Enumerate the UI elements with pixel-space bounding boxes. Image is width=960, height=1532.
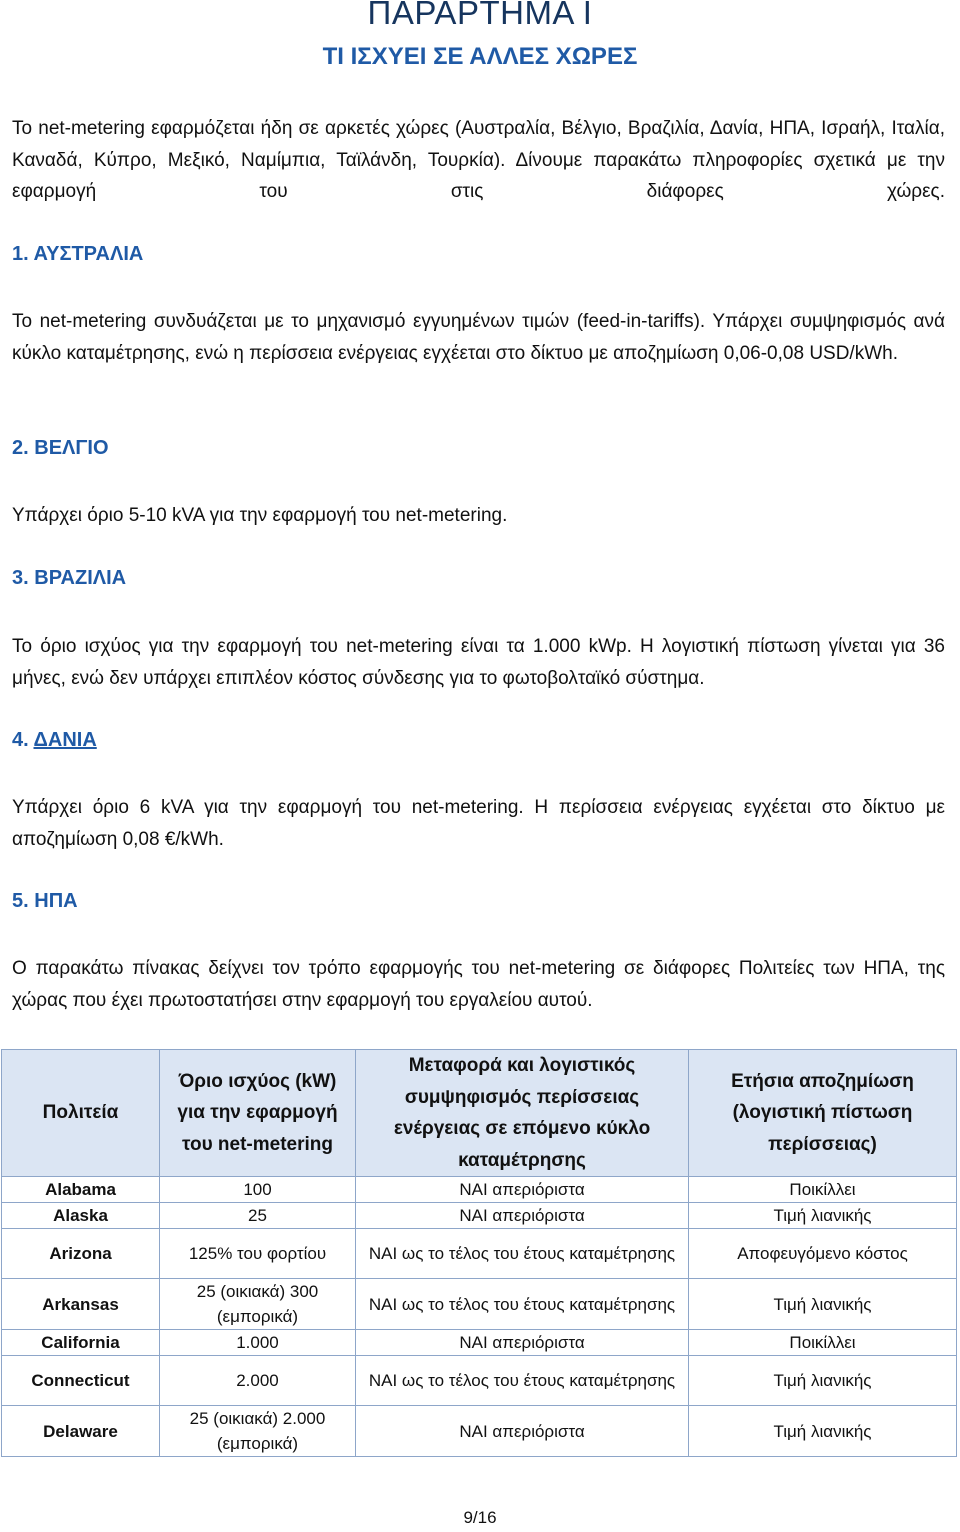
section-title: ΒΕΛΓΙΟ xyxy=(34,437,109,459)
table-row xyxy=(2,1330,957,1356)
cell-state: Connecticut xyxy=(2,1356,160,1406)
header-carryover: Μεταφορά και λογιστικός συμψηφισμός περίσσειας ενέργειας σε επόμενο κύκλο καταμέτρησης xyxy=(356,1050,689,1177)
page-subtitle: ΤΙ ΙΣΧΥΕΙ ΣΕ ΑΛΛΕΣ ΧΩΡΕΣ xyxy=(322,43,638,70)
header-state: Πολιτεία xyxy=(2,1050,160,1177)
section-text-denmark: Υπάρχει όριο 6 kVA για την εφαρμογή του net-metering. Η περίσσεια ενέργειας εγχέεται στο δίκτυο με αποζημίωση 0,08 €/kWh. xyxy=(12,797,945,850)
section-number: 4. xyxy=(12,729,34,751)
section-heading-australia xyxy=(12,243,143,266)
section-heading-brazil xyxy=(12,567,126,590)
cell-state: Delaware xyxy=(2,1406,160,1457)
table-header-row xyxy=(2,1050,957,1177)
section-heading-belgium xyxy=(12,437,109,460)
section-number: 5. xyxy=(12,890,35,912)
table-row xyxy=(2,1177,957,1203)
cell-compensation: Ποικίλλει xyxy=(689,1177,957,1203)
cell-limit: 100 xyxy=(160,1177,356,1203)
page-title: ΠΑΡΑΡΤΗΜΑ Ι xyxy=(367,0,593,31)
cell-limit: 125% του φορτίου xyxy=(160,1229,356,1279)
header-annual-compensation: Ετήσια αποζημίωση (λογιστική πίστωση περίσσειας) xyxy=(689,1050,957,1177)
cell-limit: 1.000 xyxy=(160,1330,356,1356)
section-title: ΒΡΑΖΙΛΙΑ xyxy=(34,567,127,589)
cell-carryover: ΝΑΙ απεριόριστα xyxy=(356,1177,689,1203)
cell-state: Arkansas xyxy=(2,1279,160,1330)
table-row xyxy=(2,1203,957,1229)
section-title: ΑΥΣΤΡΑΛΙΑ xyxy=(33,243,144,265)
cell-limit: 2.000 xyxy=(160,1356,356,1406)
section-text-belgium: Υπάρχει όριο 5-10 kVA για την εφαρμογή του net-metering. xyxy=(12,505,508,526)
cell-compensation: Τιμή λιανικής xyxy=(689,1279,957,1330)
cell-compensation: Τιμή λιανικής xyxy=(689,1203,957,1229)
cell-compensation: Τιμή λιανικής xyxy=(689,1406,957,1457)
table-row xyxy=(2,1356,957,1406)
cell-state: California xyxy=(2,1330,160,1356)
cell-carryover: ΝΑΙ ως το τέλος του έτους καταμέτρησης xyxy=(356,1229,689,1279)
cell-carryover: ΝΑΙ ως το τέλος του έτους καταμέτρησης xyxy=(356,1279,689,1330)
cell-state: Alabama xyxy=(2,1177,160,1203)
section-heading-denmark xyxy=(12,729,97,752)
section-text-australia: Το net-metering συνδυάζεται με το μηχανισμό εγγυημένων τιμών (feed-in-tariffs). Υπάρχει συμψηφισμός ανά κύκλο καταμέτρησης, ενώ η περίσσεια ενέργειας εγχέεται στο δίκτυο με αποζημίωση 0,06-0,08 USD/kWh. xyxy=(12,311,945,364)
cell-carryover: ΝΑΙ απεριόριστα xyxy=(356,1203,689,1229)
cell-compensation: Τιμή λιανικής xyxy=(689,1356,957,1406)
cell-compensation: Αποφευγόμενο κόστος xyxy=(689,1229,957,1279)
section-number: 3. xyxy=(12,567,35,589)
section-title: ΔΑΝΙΑ xyxy=(33,729,97,751)
table-row xyxy=(2,1279,957,1330)
intro-paragraph: Το net-metering εφαρμόζεται ήδη σε αρκετές χώρες (Αυστραλία, Βέλγιο, Βραζιλία, Δανία, ΗΠΑ, Ισραήλ, Ιταλία, Καναδά, Κύπρο, Μεξικό, Ναμίμπια, Ταϊλάνδη, Τουρκία). Δίνουμε παρακάτω πληροφορίες σχετικά με την εφαρμογή του στις διάφορες χώρες. xyxy=(12,118,945,202)
cell-carryover: ΝΑΙ απεριόριστα xyxy=(356,1330,689,1356)
section-heading-usa xyxy=(12,890,78,913)
cell-state: Alaska xyxy=(2,1203,160,1229)
section-number: 2. xyxy=(12,437,35,459)
section-text-brazil: Το όριο ισχύος για την εφαρμογή του net-metering είναι τα 1.000 kWp. Η λογιστική πίστωση γίνεται για 36 μήνες, ενώ δεν υπάρχει επιπλέον κόστος σύνδεσης για το φωτοβολταϊκό σύστημα. xyxy=(12,636,945,689)
cell-carryover: ΝΑΙ απεριόριστα xyxy=(356,1406,689,1457)
table-row xyxy=(2,1229,957,1279)
table-row xyxy=(2,1406,957,1457)
cell-limit: 25 (οικιακά) 2.000 (εμπορικά) xyxy=(160,1406,356,1457)
section-title: ΗΠΑ xyxy=(34,890,78,912)
section-text-usa: Ο παρακάτω πίνακας δείχνει τον τρόπο εφαρμογής του net-metering σε διάφορες Πολιτείες των ΗΠΑ, της χώρας που έχει πρωτοστατήσει στην εφαρμογή του εργαλείου αυτού. xyxy=(12,958,945,1011)
cell-limit: 25 (οικιακά) 300 (εμπορικά) xyxy=(160,1279,356,1330)
cell-carryover: ΝΑΙ ως το τέλος του έτους καταμέτρησης xyxy=(356,1356,689,1406)
section-number: 1. xyxy=(12,243,34,265)
us-states-table xyxy=(1,1049,957,1457)
cell-state: Arizona xyxy=(2,1229,160,1279)
cell-compensation: Ποικίλλει xyxy=(689,1330,957,1356)
header-power-limit: Όριο ισχύος (kW) για την εφαρμογή του net-metering xyxy=(160,1050,356,1177)
cell-limit: 25 xyxy=(160,1203,356,1229)
page-number: 9/16 xyxy=(463,1508,497,1527)
